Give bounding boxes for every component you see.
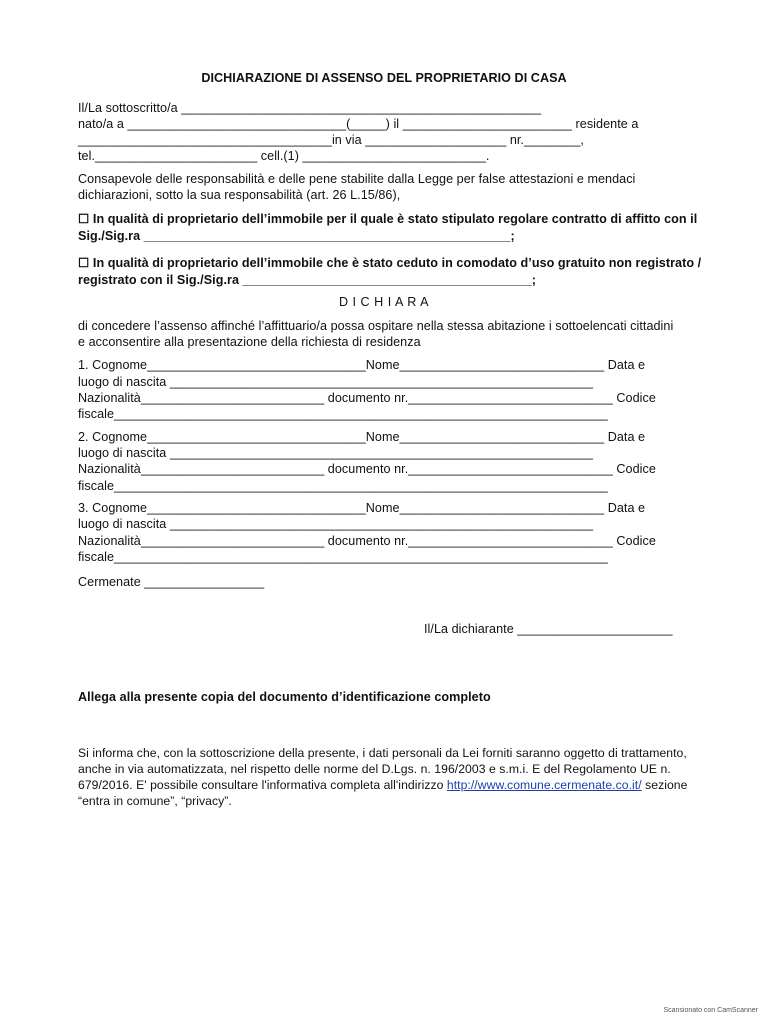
person-3-surname-line: 3. Cognome_______________________________Nome_____________________________ Data e xyxy=(78,501,646,515)
person-1-nationality-line: Nazionalità__________________________ documento nr._____________________________ Codice xyxy=(78,391,656,405)
person-2-surname-line: 2. Cognome_______________________________Nome_____________________________ Data e xyxy=(78,430,646,444)
intro-line-address: ____________________________________in via ____________________ nr.________, xyxy=(78,133,584,147)
option-rental-tenant-line: Sig./Sig.ra ____________________________________________________; xyxy=(78,229,515,243)
intro-line-birth: nato/a a _______________________________(_____) il ________________________ residente a xyxy=(78,117,639,131)
person-1-surname-line: 1. Cognome_______________________________Nome_____________________________ Data e xyxy=(78,358,646,372)
option-loan-checkbox-line: ☐ In qualità di proprietario dell’immobile che è stato ceduto in comodato d’uso gratuito non registrato / xyxy=(78,256,702,270)
consent-line-2: e acconsentire alla presentazione della richiesta di residenza xyxy=(78,335,421,349)
awareness-line-1: Consapevole delle responsabilità e delle pene stabilite dalla Legge per false attestazioni e mendaci xyxy=(78,172,636,186)
person-3-birthplace-line: luogo di nascita ____________________________________________________________ xyxy=(78,517,594,531)
awareness-line-2: dichiarazioni, sotto la sua responsabilità (art. 26 L.15/86), xyxy=(78,188,401,202)
person-3-nationality-line: Nazionalità__________________________ documento nr._____________________________ Codice xyxy=(78,534,656,548)
option-loan-tenant-line: registrato con il Sig./Sig.ra _________________________________________; xyxy=(78,273,537,287)
person-2-fiscal-line: fiscale______________________________________________________________________ xyxy=(78,479,608,493)
privacy-line-2: anche in via automatizzata, nel rispetto delle norme del D.Lgs. n. 196/2003 e s.m.i. E del Regolamento UE n. xyxy=(78,762,671,776)
page-title: DICHIARAZIONE DI ASSENSO DEL PROPRIETARIO DI CASA xyxy=(201,71,567,85)
intro-line-phone: tel._______________________ cell.(1) __________________________. xyxy=(78,149,490,163)
privacy-line-3-text: 679/2016. E' possibile consultare l'informativa completa all'indirizzo xyxy=(78,778,447,792)
person-3-fiscal-line: fiscale______________________________________________________________________ xyxy=(78,550,608,564)
privacy-line-4: “entra in comune”, “privacy”. xyxy=(78,794,232,808)
declare-heading: D I C H I A R A xyxy=(338,295,430,309)
place-line: Cermenate _________________ xyxy=(78,575,265,589)
attachment-note: Allega alla presente copia del documento d’identificazione completo xyxy=(78,690,491,704)
consent-line-1: di concedere l’assenso affinché l’affittuario/a possa ospitare nella stessa abitazione i sottoelencati cittadini xyxy=(78,319,674,333)
signature-line: Il/La dichiarante ______________________ xyxy=(424,622,673,636)
person-1-fiscal-line: fiscale______________________________________________________________________ xyxy=(78,407,608,421)
privacy-line-3 xyxy=(78,777,687,793)
person-2-birthplace-line: luogo di nascita ____________________________________________________________ xyxy=(78,446,594,460)
person-2-nationality-line: Nazionalità__________________________ documento nr._____________________________ Codice xyxy=(78,462,656,476)
person-1-birthplace-line: luogo di nascita ____________________________________________________________ xyxy=(78,375,594,389)
intro-line-name: Il/La sottoscritto/a ___________________________________________________ xyxy=(78,101,542,115)
option-rental-checkbox-line: ☐ In qualità di proprietario dell’immobile per il quale è stato stipulato regolare contratto di affitto con il xyxy=(78,212,698,226)
privacy-line-1: Si informa che, con la sottoscrizione della presente, i dati personali da Lei forniti saranno oggetto di trattamento, xyxy=(78,746,687,760)
privacy-link[interactable]: http://www.comune.cermenate.co.it/ xyxy=(446,778,642,792)
scanner-watermark: Scansionato con CamScanner xyxy=(663,1007,758,1014)
privacy-section-text: sezione xyxy=(641,778,688,792)
